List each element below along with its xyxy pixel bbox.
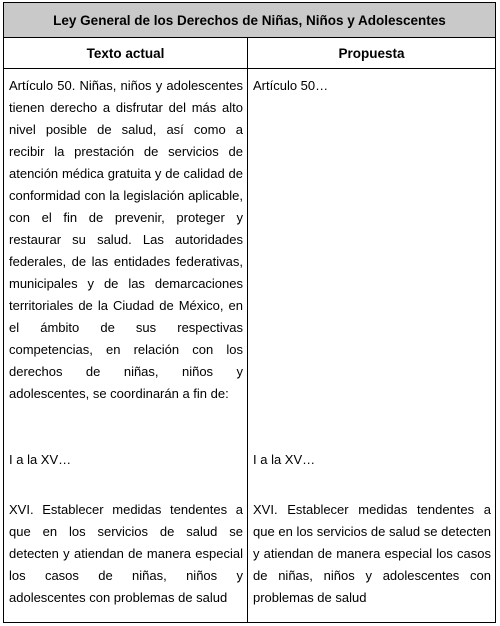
current-fraction-xvi-paragraph: XVI. Establecer medidas tendentes a que en los servicios de salud se detecten y atiendan de manera especial los casos de niñas, niños y adolescentes con problemas de salud [9, 502, 243, 605]
current-fractions-paragraph: I a la XV… [9, 452, 72, 467]
proposal-fractions-paragraph: I a la XV… [253, 452, 316, 467]
comparison-table [3, 2, 496, 623]
header-row [4, 38, 495, 69]
proposal-fraction-xvi-paragraph: XVI. Establecer medidas tendentes a que en los servicios de salud se detecten y atiendan de manera especial los casos de niñas, niños y adolescentes con problemas de salud [253, 502, 491, 605]
spacer [253, 427, 491, 449]
spacer [9, 427, 243, 449]
table-title: Ley General de los Derechos de Niñas, Niños y Adolescentes [4, 3, 495, 38]
content-row [4, 69, 495, 623]
proposal-article-paragraph: Artículo 50… [253, 78, 329, 93]
current-article-paragraph: Artículo 50. Niñas, niños y adolescentes tienen derecho a disfrutar del más alto nivel posible de salud, así como a recibir la prestación de servicios de atención médica gratuita y de calidad de conformidad con la legislación aplicable, con el fin de prevenir, proteger y restaurar su salud. Las autoridades federales, de las entidades federativas, municipales y de las demarcaciones territoriales de la Ciudad de México, en el ámbito de sus respectivas competencias, en relación con los derechos de niñas, niños y adolescentes, se coordinarán a fin de: [9, 78, 243, 401]
current-text-cell [4, 69, 248, 623]
header-proposal: Propuesta [338, 45, 405, 61]
header-current-text: Texto actual [4, 38, 248, 68]
spacer [9, 471, 243, 493]
spacer [253, 471, 491, 493]
proposal-cell [248, 69, 495, 623]
